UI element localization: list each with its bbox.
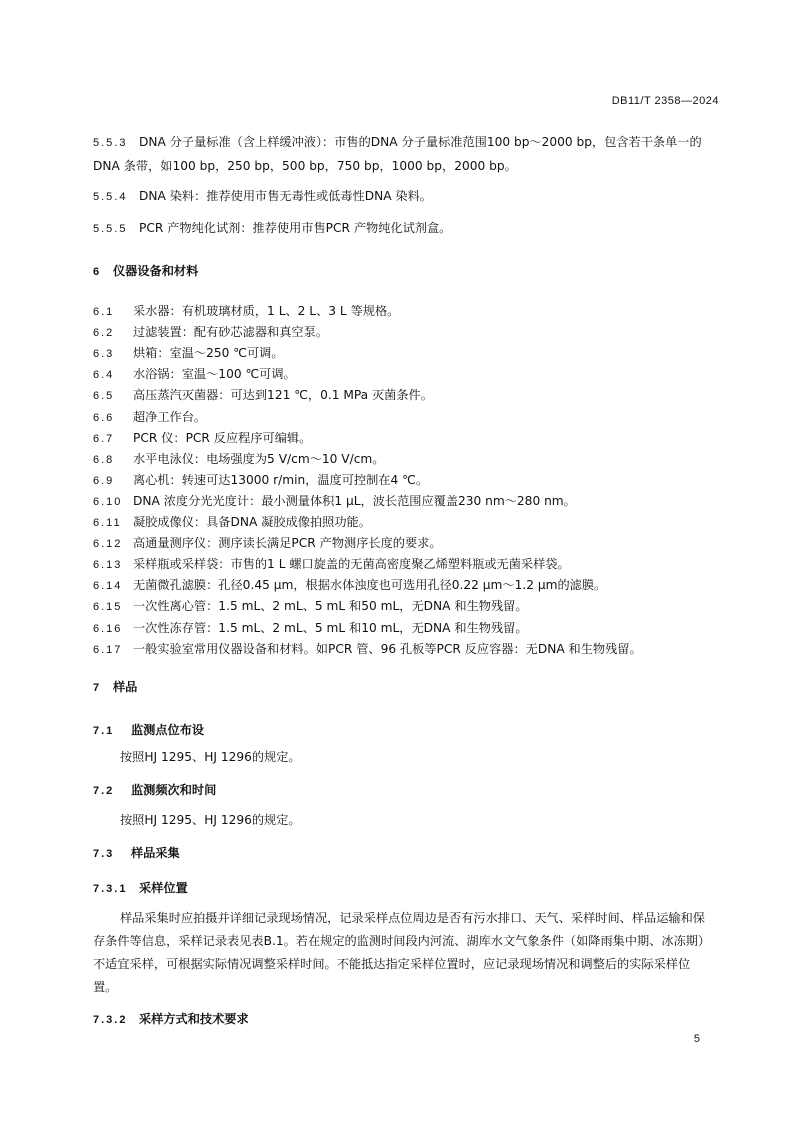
- list-item: [93, 619, 528, 636]
- clause-number: 7.1: [93, 725, 115, 737]
- list-item: [93, 576, 606, 593]
- clause-7-1-body: 按照HJ 1295、HJ 1296的规定。: [120, 750, 301, 764]
- item-number: 6.13: [93, 559, 123, 572]
- list-item: [93, 323, 328, 340]
- item-text: 采水器：有机玻璃材质，1 L、2 L、3 L 等规格。: [133, 304, 400, 318]
- page-number: 5: [693, 1033, 700, 1045]
- clause-7-2-body: 按照HJ 1295、HJ 1296的规定。: [120, 813, 301, 827]
- section-title: 仪器设备和材料: [113, 264, 199, 278]
- clause-number: 5.5.3: [93, 137, 128, 149]
- section-number: 6: [93, 266, 102, 278]
- clause-number: 5.5.5: [93, 223, 128, 235]
- list-item: [93, 555, 570, 572]
- item-text: 高通量测序仪：测序读长满足PCR 产物测序长度的要求。: [133, 536, 442, 551]
- list-item: [93, 640, 642, 657]
- item-number: 6.5: [93, 390, 115, 403]
- item-text: 离心机：转速可达13000 r/min，温度可控制在4 ℃。: [133, 472, 429, 487]
- item-text: PCR 仪：PCR 反应程序可编辑。: [133, 430, 312, 445]
- clause-number: 7.3.2: [93, 1014, 128, 1026]
- item-number: 6.15: [93, 601, 123, 614]
- clause-5-5-3: [93, 131, 705, 178]
- item-text: 一般实验室常用仪器设备和材料。如PCR 管、96 孔板等PCR 反应容器：无DNA 和生物残留。: [133, 641, 642, 656]
- item-text: 高压蒸汽灭菌器：可达到121 ℃，0.1 MPa 灭菌条件。: [133, 388, 433, 403]
- clause-text: PCR 产物纯化试剂：推荐使用市售PCR 产物纯化试剂盒。: [139, 221, 452, 235]
- section-title: 样品: [113, 680, 138, 694]
- clause-title: 采样方式和技术要求: [139, 1012, 249, 1026]
- item-text: 一次性冻存管：1.5 mL、2 mL、5 mL 和10 mL，无DNA 和生物残留。: [133, 620, 528, 635]
- clause-5-5-4: [93, 187, 432, 204]
- clause-number: 7.2: [93, 785, 115, 797]
- item-text: 凝胶成像仪：具备DNA 凝胶成像拍照功能。: [133, 515, 371, 529]
- item-number: 6.17: [93, 643, 123, 656]
- section-6-heading: [93, 262, 198, 279]
- list-item: [93, 429, 311, 446]
- item-text: 水平电泳仪：电场强度为5 V/cm～10 V/cm。: [133, 451, 385, 466]
- item-number: 6.6: [93, 411, 115, 424]
- clause-7-3-1-heading: [93, 879, 188, 896]
- clause-7-1-heading: [93, 721, 204, 738]
- list-item: [93, 597, 528, 614]
- clause-number: 7.3.1: [93, 883, 128, 895]
- item-number: 6.2: [93, 327, 115, 340]
- item-text: 过滤装置：配有砂芯滤器和真空泵。: [133, 325, 328, 340]
- list-item: [93, 386, 433, 403]
- clause-number: 7.3: [93, 848, 115, 860]
- clause-number: 5.5.4: [93, 191, 128, 203]
- item-text: 无菌微孔滤膜：孔径0.45 μm，根据水体浊度也可选用孔径0.22 μm～1.2 μm的滤膜。: [133, 578, 607, 593]
- item-number: 6.11: [93, 517, 122, 529]
- item-text: 采样瓶或采样袋：市售的1 L 螺口旋盖的无菌高密度聚乙烯塑料瓶或无菌采样袋。: [133, 557, 570, 572]
- list-item: [93, 534, 442, 551]
- item-number: 6.14: [93, 580, 123, 593]
- item-text: 超净工作台。: [133, 409, 207, 424]
- clause-title: 样品采集: [131, 846, 180, 860]
- document-code: DB11/T 2358—2024: [611, 95, 719, 107]
- section-7-heading: [93, 678, 137, 695]
- item-number: 6.8: [93, 453, 115, 466]
- clause-7-3-2-heading: [93, 1010, 249, 1027]
- clause-7-3-heading: [93, 844, 180, 861]
- clause-title: 采样位置: [139, 881, 188, 895]
- clause-7-3-1-body: 样品采集时应拍摄并详细记录现场情况，记录采样点位周边是否有污水排口、天气、采样时间、样品运输和保存条件等信息，采样记录表见表B.1。若在规定的监测时间段内河流、湖库水文气象条件（如降雨集中期、冰冻期）不适宜采样，可根据实际情况调整采样时间。不能抵达指定采样位置时，应记录现场情况和调整后的实际采样位置。: [93, 911, 705, 994]
- item-number: 6.9: [93, 474, 115, 487]
- section-number: 7: [93, 682, 102, 694]
- list-item: [93, 408, 206, 425]
- list-item: [93, 492, 576, 509]
- list-item: [93, 365, 296, 382]
- clause-title: 监测频次和时间: [131, 783, 217, 797]
- item-number: 6.4: [93, 369, 115, 382]
- list-item: [93, 513, 371, 530]
- item-number: 6.1: [93, 306, 115, 318]
- clause-5-5-5: [93, 219, 451, 236]
- list-item: [93, 344, 284, 361]
- item-text: 水浴锅：室温～100 ℃可调。: [133, 367, 296, 382]
- item-text: 一次性离心管：1.5 mL、2 mL、5 mL 和50 mL，无DNA 和生物残留。: [133, 599, 528, 614]
- item-number: 6.16: [93, 622, 123, 635]
- item-text: DNA 浓度分光光度计：最小测量体积1 μL，波长范围应覆盖230 nm～280 nm。: [133, 493, 576, 508]
- item-number: 6.7: [93, 432, 115, 445]
- item-number: 6.10: [93, 495, 123, 508]
- list-item: [93, 302, 399, 319]
- list-item: [93, 471, 428, 488]
- clause-text: DNA 分子量标准（含上样缓冲液）：市售的DNA 分子量标准范围100 bp～2000 bp，包含若干条单一的DNA 条带，如100 bp，250 bp，500 bp，750 bp，1000 bp，2000 bp。: [93, 135, 702, 173]
- clause-text: DNA 染料：推荐使用市售无毒性或低毒性DNA 染料。: [139, 189, 432, 203]
- item-number: 6.3: [93, 348, 115, 361]
- clause-7-2-heading: [93, 781, 216, 798]
- item-number: 6.12: [93, 538, 123, 551]
- clause-title: 监测点位布设: [131, 723, 205, 737]
- item-text: 烘箱：室温～250 ℃可调。: [133, 346, 284, 361]
- list-item: [93, 450, 384, 467]
